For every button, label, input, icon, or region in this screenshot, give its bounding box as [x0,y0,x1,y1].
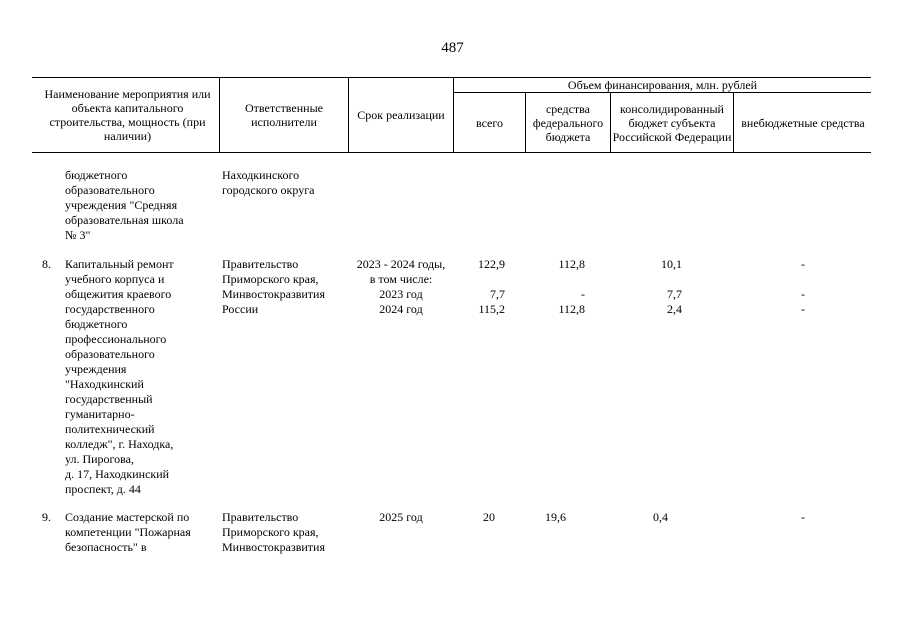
row-extrabudget: - - - [801,257,805,316]
header-divider [348,77,349,152]
row-executors: Правительство Приморского края, Минвостокразвития [222,510,325,554]
row-index: 9. [42,510,51,524]
header-regional: консолидированный бюджет субъекта Российской Федерации [612,101,732,144]
row-regional: 0,4 [653,510,668,524]
header-divider [219,77,220,152]
header-divider [525,92,526,152]
header-extrabudget: внебюджетные средства [741,115,865,130]
header-executors: Ответственные исполнители [245,101,323,129]
header-bottom-rule [32,152,871,153]
row-executors: Правительство Приморского края, Минвостокразвития России [222,257,325,316]
row-name: Капитальный ремонт учебного корпуса и общежития краевого государственного бюджетного профессионального образовательного учреждения "Находкинский государственный гуманитарно- политехнический колледж", г. Находка, ул. Пирогова, д. 17, Находкинский проспект, д. 44 [65,257,174,496]
header-divider [733,92,734,152]
header-divider [610,92,611,152]
header-total: всего [475,115,504,130]
row-extrabudget: - [801,510,805,524]
row-total: 20 [483,510,495,524]
header-period: Срок реализации [357,108,445,122]
row-period: 2025 год [379,510,423,524]
row-name: бюджетного образовательного учреждения "Средняя образовательная школа № 3" [65,168,184,242]
header-name: Наименование мероприятия или объекта капитального строительства, мощность (при наличии) [44,87,211,143]
row-total: 122,9 7,7 115,2 [478,257,505,316]
row-regional: 10,1 7,7 2,4 [661,257,682,316]
row-index: 8. [42,257,51,271]
row-executors: Находкинского городского округа [222,168,315,197]
row-federal: 19,6 [545,510,566,524]
page-number: 487 [441,40,464,56]
row-federal: 112,8 - 112,8 [558,257,585,316]
row-period: 2023 - 2024 годы, в том числе: 2023 год 2024 год [356,257,446,316]
row-name: Создание мастерской по компетенции "Пожарная безопасность" в [65,510,191,554]
header-funding-group: Объем финансирования, млн. рублей [567,78,758,92]
header-federal: средства федерального бюджета [532,101,604,144]
